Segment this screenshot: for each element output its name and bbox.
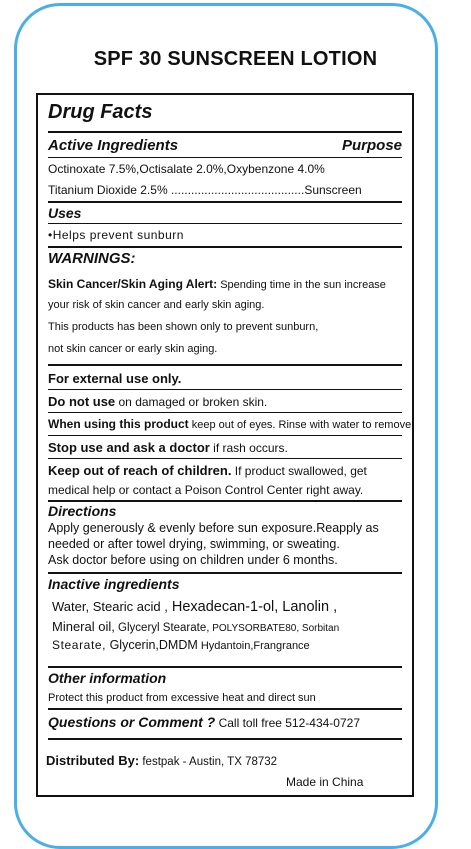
active-ingredients-label: Active Ingredients xyxy=(48,137,179,154)
keep-out-text: If product swallowed, get xyxy=(231,464,367,478)
drug-facts-heading: Drug Facts xyxy=(48,101,153,123)
other-information-text: Protect this product from excessive heat and direct sun xyxy=(48,692,316,704)
do-not-use-label: Do not use xyxy=(48,394,116,409)
other-information-label: Other information xyxy=(48,670,167,686)
directions-line-3: Ask doctor before using on children under 6 months. xyxy=(48,553,338,567)
purpose-sunscreen: Sunscreen xyxy=(304,183,362,197)
titanium-dioxide-text: Titanium Dioxide 2.5% xyxy=(48,183,171,197)
inactive-line-1 xyxy=(52,598,337,616)
warnings-label: WARNINGS: xyxy=(48,250,136,267)
skin-cancer-alert-text: Spending time in the sun increase xyxy=(217,279,386,291)
inactive-glycerin-dmdm: Glycerin,DMDM xyxy=(106,638,198,652)
product-title: SPF 30 SUNSCREEN LOTION xyxy=(93,48,378,70)
directions-line-2: needed or after towel drying, swimming, or sweating. xyxy=(48,537,340,551)
divider xyxy=(48,201,402,203)
skin-cancer-alert-label: Skin Cancer/Skin Aging Alert: xyxy=(48,277,218,291)
inactive-polysorbate: POLYSORBATE80, Sorbitan xyxy=(209,623,340,634)
stop-use-label: Stop use and ask a doctor xyxy=(48,440,210,455)
divider xyxy=(48,708,402,710)
skin-cancer-alert-line-2: your risk of skin cancer and early skin aging. xyxy=(48,299,265,311)
drug-facts-panel xyxy=(36,93,414,797)
keep-out-warning xyxy=(48,463,367,478)
divider xyxy=(48,666,402,668)
active-ingredients-line-2 xyxy=(48,183,362,197)
inactive-stearate: Stearate, xyxy=(52,638,107,652)
divider xyxy=(48,435,402,436)
active-ingredients-line-1: Octinoxate 7.5%,Octisalate 2.0%,Oxybenzone 4.0% xyxy=(48,162,325,176)
when-using-warning xyxy=(48,417,414,431)
external-use-warning: For external use only. xyxy=(48,371,182,386)
distributor-text: festpak - Austin, TX 78732 xyxy=(139,756,278,768)
inactive-hydantoin: Hydantoin,Frangrance xyxy=(197,640,310,652)
inactive-line-2 xyxy=(52,618,339,636)
inactive-ingredients-label: Inactive ingredients xyxy=(48,576,180,592)
divider xyxy=(48,412,402,413)
distributed-line xyxy=(46,752,277,770)
distributed-label: Distributed By: xyxy=(46,753,140,768)
directions-label: Directions xyxy=(48,503,117,519)
inactive-hexadecan-lanolin: Hexadecan-1-ol, Lanolin , xyxy=(167,599,338,615)
keep-out-line-2: medical help or contact a Poison Control Center right away. xyxy=(48,483,364,497)
when-using-text: keep out of eyes. Rinse with water to remove. xyxy=(188,419,415,431)
made-in-text: Made in China xyxy=(286,775,364,789)
purpose-label: Purpose xyxy=(341,137,402,154)
leader-dots: ........................................ xyxy=(170,183,305,197)
divider xyxy=(48,157,402,158)
divider xyxy=(48,458,402,459)
divider xyxy=(48,364,402,366)
divider xyxy=(48,223,402,224)
questions-phone-text: Call toll free 512-434-0727 xyxy=(215,716,360,730)
divider xyxy=(48,500,402,502)
keep-out-label: Keep out of reach of children. xyxy=(48,463,232,478)
divider xyxy=(48,572,402,574)
inactive-glyceryl-stearate: Glyceryl Stearate, xyxy=(114,622,210,634)
do-not-use-warning xyxy=(48,394,267,409)
skin-cancer-alert xyxy=(48,277,386,291)
divider xyxy=(48,246,402,248)
divider xyxy=(48,389,402,390)
do-not-use-text: on damaged or broken skin. xyxy=(115,395,268,409)
inactive-line-3 xyxy=(52,636,310,654)
stop-use-text: if rash occurs. xyxy=(209,441,288,455)
stop-use-warning xyxy=(48,440,288,455)
when-using-label: When using this product xyxy=(48,417,189,431)
directions-line-1: Apply generously & evenly before sun exposure.Reapply as xyxy=(48,521,379,535)
questions-label: Questions or Comment ? xyxy=(48,714,216,730)
divider xyxy=(48,738,402,740)
warning-note-1: This products has been shown only to prevent sunburn, xyxy=(48,321,319,333)
uses-label: Uses xyxy=(48,205,82,221)
uses-item: •Helps prevent sunburn xyxy=(48,228,184,242)
divider xyxy=(48,131,402,133)
warning-note-2: not skin cancer or early skin aging. xyxy=(48,343,218,355)
questions-line xyxy=(48,714,360,732)
inactive-mineral-oil: Mineral oil, xyxy=(52,619,115,634)
inactive-water-stearic: Water, Stearic acid , xyxy=(52,599,168,614)
